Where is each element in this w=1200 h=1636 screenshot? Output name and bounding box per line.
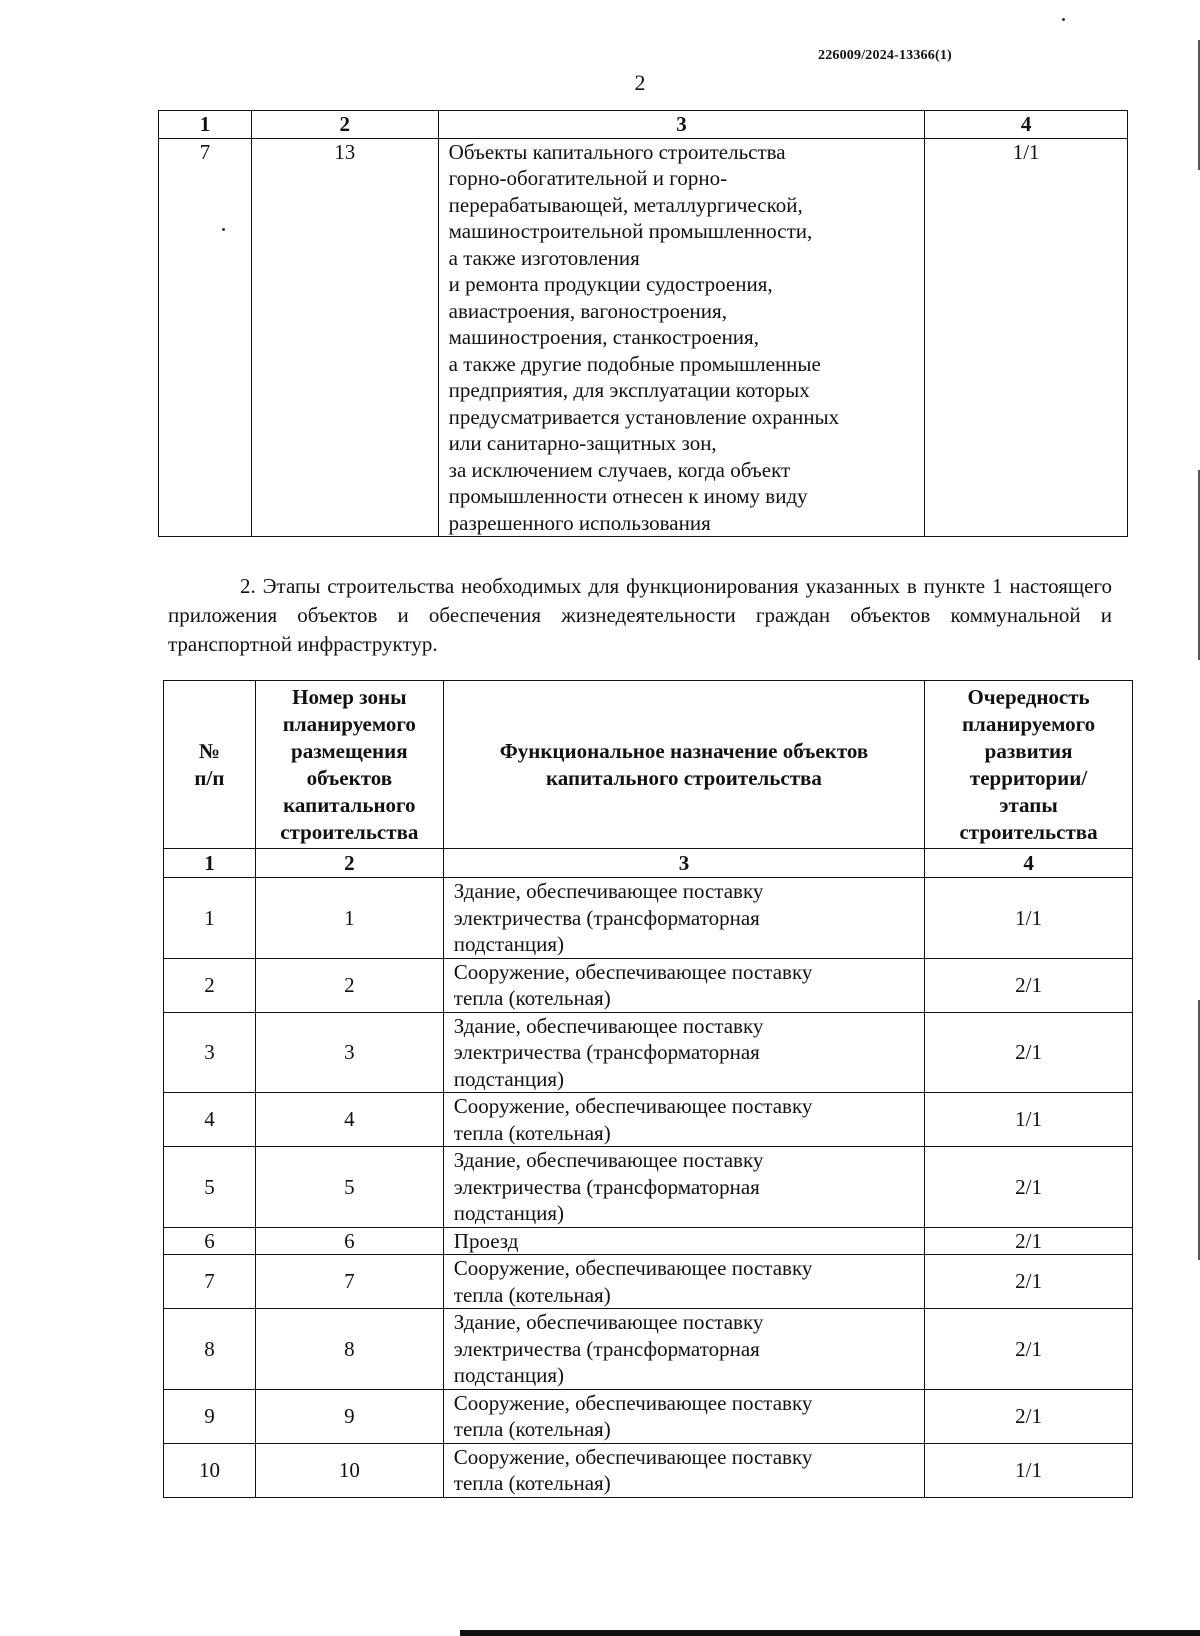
continuation-table	[158, 110, 1128, 537]
row-number: 7	[159, 138, 252, 537]
table-row	[164, 1255, 1133, 1309]
text-line: тепла (котельная)	[453, 1120, 611, 1145]
column-number: 4	[925, 111, 1128, 139]
function-description	[443, 1012, 924, 1093]
text-line: подстанция)	[453, 932, 565, 956]
text-line: за исключением случаев, когда объект	[448, 457, 791, 482]
scan-border	[460, 1630, 1200, 1636]
text-line: Здание, обеспечивающее поставку	[453, 1148, 764, 1172]
stage-value: 1/1	[925, 1443, 1133, 1497]
text-line: Сооружение, обеспечивающее поставку	[453, 1094, 813, 1118]
stage-value: 2/1	[925, 1012, 1133, 1093]
stage-value: 2/1	[925, 1147, 1133, 1228]
text-line: тепла (котельная)	[453, 1282, 611, 1307]
row-number: 4	[164, 1093, 256, 1147]
text-line: Сооружение, обеспечивающее поставку	[453, 959, 813, 984]
header-stage: Очередность планируемого развития территории/ этапы строительства	[925, 681, 1133, 849]
function-description	[443, 958, 924, 1012]
column-numbering-row	[159, 111, 1128, 139]
column-number: 2	[251, 111, 438, 139]
zone-number: 8	[255, 1309, 443, 1390]
function-description	[443, 1093, 924, 1147]
text-line: Здание, обеспечивающее поставку	[453, 1310, 764, 1334]
stage-value: 2/1	[925, 1389, 1133, 1443]
row-number: 9	[164, 1389, 256, 1443]
text-line: подстанция)	[453, 1066, 565, 1091]
text-line: электричества (трансформаторная	[453, 905, 760, 930]
stage-value: 1/1	[925, 1093, 1133, 1147]
function-description	[443, 1147, 924, 1228]
text-line: перерабатывающей, металлургической,	[448, 192, 803, 217]
text-line: электричества (трансформаторная	[453, 1174, 760, 1199]
text-line: промышленности отнесен к иному виду	[448, 484, 808, 508]
stage-value: 1/1	[925, 138, 1128, 537]
function-description	[443, 1227, 924, 1255]
function-description	[443, 1309, 924, 1390]
text-line: машиностроения, станкостроения,	[448, 325, 759, 349]
column-number: 1	[159, 111, 252, 139]
text-line: Здание, обеспечивающее поставку	[453, 879, 764, 903]
text-line: подстанция)	[453, 1201, 565, 1225]
text-line: тепла (котельная)	[453, 1471, 611, 1495]
zone-number: 2	[255, 958, 443, 1012]
text-line: горно-обогатительной и горно-	[448, 166, 728, 190]
text-line: Сооружение, обеспечивающее поставку	[453, 1390, 813, 1415]
text-line: машиностроительной промышленности,	[448, 219, 813, 243]
column-number: 3	[438, 111, 925, 139]
row-number: 5	[164, 1147, 256, 1228]
zone-number: 9	[255, 1389, 443, 1443]
text-line: и ремонта продукции судостроения,	[448, 272, 773, 296]
zone-number: 13	[251, 138, 438, 537]
table-row	[164, 1093, 1133, 1147]
table-row	[164, 1227, 1133, 1255]
text-line: предприятия, для эксплуатации которых	[448, 378, 810, 402]
page-number: 2	[634, 70, 646, 95]
table-row	[159, 138, 1128, 537]
column-number: 1	[164, 849, 256, 878]
stage-value: 1/1	[925, 878, 1133, 959]
function-description	[438, 138, 925, 537]
table-row	[164, 1389, 1133, 1443]
zone-number: 4	[255, 1093, 443, 1147]
column-number: 2	[255, 849, 443, 878]
row-number: 6	[164, 1227, 256, 1255]
zone-number: 10	[255, 1443, 443, 1497]
text-line: а также другие подобные промышленные	[448, 351, 821, 376]
text-line: подстанция)	[453, 1363, 565, 1387]
text-line: Сооружение, обеспечивающее поставку	[453, 1256, 813, 1280]
zone-number: 5	[255, 1147, 443, 1228]
stage-value: 2/1	[925, 1227, 1133, 1255]
construction-stages-table	[163, 680, 1133, 1498]
section-paragraph: 2. Этапы строительства необходимых для функционирования указанных в пункте 1 настоящего приложения объектов и обеспечения жизнедеятельности граждан объектов коммунальной и транспортной инфраструктур.	[168, 574, 1112, 656]
stage-value: 2/1	[925, 1255, 1133, 1309]
text-line: тепла (котельная)	[453, 986, 611, 1010]
text-line: а также изготовления	[448, 245, 640, 270]
text-line: предусматривается установление охранных	[448, 404, 840, 429]
header-zone-number: Номер зоны планируемого размещения объектов капитального строительства	[255, 681, 443, 849]
row-number: 2	[164, 958, 256, 1012]
table-row	[164, 1147, 1133, 1228]
header-function: Функциональное назначение объектов капитального строительства	[443, 681, 924, 849]
column-number: 3	[443, 849, 924, 878]
row-number: 3	[164, 1012, 256, 1093]
text-line: Проезд	[453, 1228, 519, 1253]
row-number: 10	[164, 1443, 256, 1497]
text-line: Здание, обеспечивающее поставку	[453, 1013, 764, 1038]
table-row	[164, 1309, 1133, 1390]
text-line: тепла (котельная)	[453, 1417, 611, 1441]
column-number: 4	[925, 849, 1133, 878]
text-line: Объекты капитального строительства	[448, 139, 786, 164]
stage-value: 2/1	[925, 1309, 1133, 1390]
row-number: 8	[164, 1309, 256, 1390]
table-row	[164, 958, 1133, 1012]
stage-value: 2/1	[925, 958, 1133, 1012]
text-line: разрешенного использования	[448, 510, 711, 535]
text-line: электричества (трансформаторная	[453, 1336, 760, 1361]
header-row-number: № п/п	[164, 681, 256, 849]
text-line: Сооружение, обеспечивающее поставку	[453, 1444, 813, 1469]
zone-number: 6	[255, 1227, 443, 1255]
text-line: авиастроения, вагоностроения,	[448, 298, 727, 323]
table-row	[164, 878, 1133, 959]
row-number: 1	[164, 878, 256, 959]
text-line: электричества (трансформаторная	[453, 1040, 760, 1064]
document-number: 226009/2024-13366(1)	[818, 48, 952, 63]
table-header-row	[164, 681, 1133, 849]
table-row	[164, 1012, 1133, 1093]
text-line: или санитарно-защитных зон,	[448, 431, 717, 455]
table-row	[164, 1443, 1133, 1497]
column-numbering-row	[164, 849, 1133, 878]
zone-number: 1	[255, 878, 443, 959]
scan-speck	[1062, 18, 1065, 21]
row-number: 7	[164, 1255, 256, 1309]
function-description	[443, 1255, 924, 1309]
function-description	[443, 1389, 924, 1443]
function-description	[443, 878, 924, 959]
zone-number: 7	[255, 1255, 443, 1309]
zone-number: 3	[255, 1012, 443, 1093]
function-description	[443, 1443, 924, 1497]
